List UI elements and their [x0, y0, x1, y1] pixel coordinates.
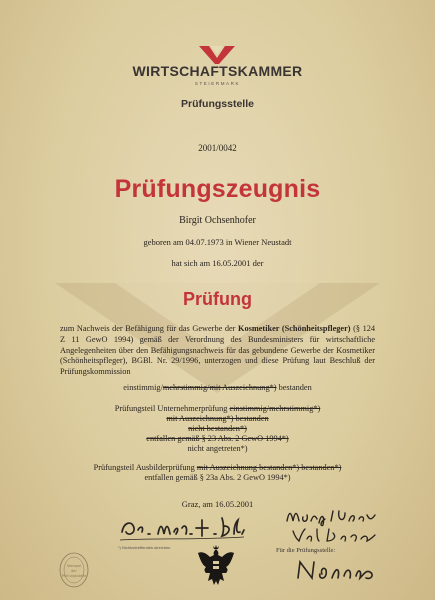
part2-struck: mit Auszeichnung bestanden*) bestanden*) [196, 463, 342, 472]
reference-number: 2001/0042 [198, 143, 237, 153]
part2-line [0, 463, 435, 472]
body-rest: (§ 124 Z 11 GewO 1994) gemäß der Verordnung des Bundesministers für wirtschaftliche Angelegenheiten über den Befähigungsnachweis für das gebundene Gewerbe der Kosmetiker (Schönheitspfleger), BGBl. Nr. 29/1996, unterzogen und diese Prüfung laut Beschluß der Prüfungskommission [60, 324, 376, 377]
result-struck-options: mehrstimmig/mit Auszeichnung*) [162, 383, 277, 392]
part1-struck-1: einstimmig/mehrstimmig*) [229, 404, 321, 413]
part1-struck-2: mit Auszeichnung*) bestanden [166, 414, 269, 423]
footnote: *) Nichtzutreffendes streichen [118, 545, 171, 550]
office-signature-label: Für die Prüfungsstelle: [276, 547, 336, 554]
body-intro: zum Nachweis der Befähigung für das Gewerbe der [60, 324, 236, 333]
part1-not-taken: nicht angetreten*) [187, 444, 248, 453]
part1-struck-3: nicht bestanden*) [188, 424, 247, 433]
signature-left [118, 510, 248, 546]
exam-date-line: hat sich am 16.05.2001 der [171, 258, 264, 268]
signature-right-mid [289, 525, 379, 545]
chamber-region: STEIERMARK [194, 81, 241, 86]
result-passed: bestanden [278, 383, 312, 392]
exam-description [60, 324, 375, 378]
result-unanimous: einstimmig/ [123, 383, 163, 392]
exam-office-label: Prüfungsstelle [181, 98, 254, 110]
candidate-name: Birgit Ochsenhofer [179, 215, 256, 226]
signature-right-bottom [292, 556, 382, 584]
part1-struck-4: entfallen gemäß § 23 Abs. 2 GewO 1994*) [146, 434, 289, 443]
austrian-eagle-icon [196, 543, 236, 591]
stamp-text-line-3: Prüfungsstelle [61, 574, 87, 578]
overall-result [0, 383, 435, 392]
part1-line [0, 404, 435, 413]
trade-name: Kosmetiker (Schönheitspfleger) [238, 324, 351, 333]
signature-right-top [283, 505, 378, 527]
official-stamp-icon [58, 551, 90, 589]
certificate-title: Prüfungszeugnis [114, 175, 321, 203]
part2-label: Prüfungsteil Ausbilderprüfung [93, 463, 195, 472]
stamp-text-line-1: Stempel [66, 564, 82, 568]
birth-line: geboren am 04.07.1973 in Wiener Neustadt [143, 237, 292, 247]
part2-exempt: entfallen gemäß § 23a Abs. 2 GewO 1994*) [144, 473, 291, 482]
stamp-text-line-2: der [71, 569, 77, 573]
chamber-name: WIRTSCHAFTSKAMMER [132, 63, 303, 79]
place-date: Graz, am 16.05.2001 [181, 499, 254, 509]
part1-label: Prüfungsteil Unternehmerprüfung [114, 404, 228, 413]
exam-heading: Prüfung [183, 289, 252, 309]
